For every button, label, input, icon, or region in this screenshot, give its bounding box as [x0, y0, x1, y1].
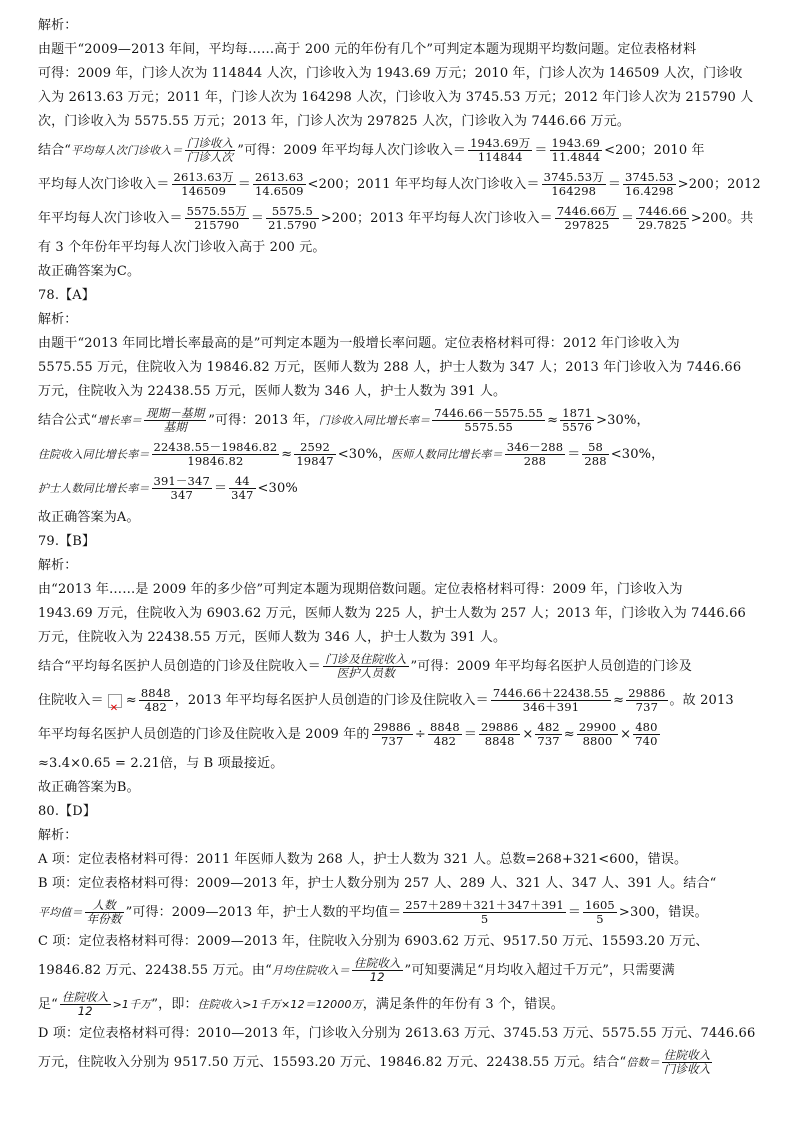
numerator: 2613.63 — [254, 170, 304, 184]
denominator: 11.4844 — [551, 150, 601, 164]
fraction — [582, 441, 608, 468]
denominator: 288 — [584, 454, 607, 468]
denominator: 164298 — [551, 184, 597, 198]
denominator: 8848 — [484, 734, 515, 748]
numerator: 1871 — [562, 406, 593, 420]
formula-label: 倍数＝ — [626, 1056, 660, 1069]
text-line: 可得：2009 年，门诊人次为 114844 人次，门诊收入为 1943.69 万元；2010 年，门诊人次为 146509 人次，门诊收 — [38, 66, 743, 81]
text: 19846.82 万元、22438.55 万元。由“ — [38, 963, 272, 978]
question-number: 79.【B】 — [38, 534, 96, 549]
fraction — [468, 137, 532, 164]
denominator: 114844 — [477, 150, 523, 164]
denominator: 482 — [144, 700, 167, 714]
text: ”可得：2013 年， — [208, 413, 319, 428]
numerator: 住院收入 — [353, 956, 401, 970]
formula-line — [38, 684, 758, 718]
numerator: 7446.66＋22438.55 — [492, 686, 610, 700]
formula-line — [38, 650, 758, 684]
formula-line — [38, 954, 758, 988]
denominator: 288 — [523, 454, 547, 468]
formula-label: 医师人数同比增长率＝ — [391, 448, 503, 461]
numerator: 2613.63万 — [173, 170, 234, 184]
text: ≈ — [613, 693, 625, 708]
numerator: 5575.55万 — [186, 204, 247, 218]
numerator: 3745.53 — [625, 170, 674, 184]
denominator: 297825 — [564, 218, 610, 232]
text: ＝ — [250, 211, 265, 226]
fraction — [432, 407, 545, 434]
formula-line — [38, 896, 758, 930]
fraction — [60, 991, 111, 1018]
text: <30% — [257, 481, 298, 496]
text-line: 解析： — [38, 558, 78, 573]
text-line: 解析： — [38, 828, 78, 843]
formula-label: 门诊收入同比增长率＝ — [318, 414, 431, 427]
fraction — [229, 475, 255, 502]
denominator: 门诊人次 — [186, 150, 234, 164]
text-line: 5575.55 万元，住院收入为 19846.82 万元，医师人数为 288 人，护士人数为 347 人；2013 年门诊收入为 7446.66 — [38, 360, 742, 375]
text: 足“ — [38, 997, 58, 1012]
text: >300，错误。 — [618, 905, 708, 920]
denominator: 346＋391 — [522, 700, 580, 714]
text: ＝ — [607, 177, 622, 192]
fraction — [535, 721, 561, 748]
numerator: 391－347 — [153, 474, 210, 488]
numerator: 人数 — [85, 899, 124, 913]
numerator: 44 — [229, 475, 255, 489]
denominator: 737 — [635, 700, 659, 714]
numerator: 1943.69 — [551, 136, 601, 150]
formula-line — [38, 404, 758, 438]
text: 结合“平均每名医护人员创造的门诊及住院收入＝ — [38, 659, 321, 674]
text: ≈ — [547, 413, 559, 428]
text-line: 万元，住院收入为 22438.55 万元，医师人数为 346 人，护士人数为 391 人。 — [38, 384, 507, 399]
text: ≈ — [125, 693, 137, 708]
denominator: 12 — [369, 970, 385, 984]
fraction — [479, 721, 520, 748]
numerator: 1605 — [585, 898, 615, 912]
question-number: 78.【A】 — [38, 288, 95, 303]
formula-line — [38, 472, 758, 506]
text: ＝ — [213, 481, 228, 496]
text: 住院收入＝ — [38, 693, 104, 708]
text-line: 有 3 个年份年平均每人次门诊收入高于 200 元。 — [38, 240, 326, 255]
formula-label: 住院收入>1千万×12＝12000万 — [197, 998, 363, 1011]
formula-line — [38, 1046, 758, 1080]
numerator: 7446.66 — [638, 204, 687, 218]
text-line: B 项：定位表格材料可得：2009—2013 年，护士人数分别为 257 人、289 人、321 人、347 人、391 人。结合“ — [38, 876, 717, 891]
text: >200；2012 — [677, 177, 761, 192]
fraction — [139, 687, 173, 714]
text: ＝ — [534, 143, 548, 158]
text-line: 1943.69 万元，住院收入为 6903.62 万元，医师人数为 225 人，护士人数为 257 人；2013 年，门诊收入为 7446.66 — [38, 606, 746, 621]
answer-line: 故正确答案为C。 — [38, 264, 141, 279]
numerator: 480 — [635, 720, 658, 734]
text-line: ≈3.4×0.65 = 2.21倍，与 B 项最接近。 — [38, 756, 284, 771]
denominator: 医护人员数 — [336, 666, 395, 680]
text: ”，即： — [151, 997, 198, 1012]
formula-label: 护士人数同比增长率＝ — [38, 482, 150, 495]
numerator: 住院收入 — [61, 990, 109, 1004]
denominator: 21.5790 — [268, 218, 317, 232]
fraction — [662, 1049, 713, 1076]
numerator: 3745.53万 — [543, 170, 604, 184]
text: ”可得：2009—2013 年，护士人数的平均值＝ — [125, 905, 402, 920]
fraction — [185, 205, 249, 232]
denominator: 基期 — [163, 420, 187, 434]
denominator: 16.4298 — [625, 184, 674, 198]
text: <30%， — [610, 447, 665, 462]
formula-line — [38, 718, 758, 752]
text: ＝ — [237, 177, 251, 192]
formula-line — [38, 988, 758, 1022]
text: ≈ — [281, 447, 293, 462]
text: ”可得：2009 年平均每名医护人员创造的门诊及 — [410, 659, 692, 674]
fraction — [323, 653, 409, 680]
fraction — [185, 137, 236, 164]
text-line: 解析： — [38, 18, 78, 33]
text: ＝ — [567, 905, 582, 920]
text: 。故 2013 — [669, 693, 734, 708]
denominator: 146509 — [181, 184, 227, 198]
text-line: 次，门诊收入为 5575.55 万元；2013 年，门诊人次为 297825 人次，门诊收入为 7446.66 万元。 — [38, 114, 631, 129]
denominator: 5 — [596, 912, 604, 926]
fraction — [491, 687, 611, 714]
denominator: 740 — [635, 734, 658, 748]
text: ”可知要满足“月均收入超过千万元”，只需要满 — [404, 963, 675, 978]
fraction — [253, 171, 306, 198]
text: 平均每人次门诊收入＝ — [38, 177, 170, 192]
fraction — [555, 205, 619, 232]
denominator: 19847 — [296, 454, 334, 468]
text: <200；2011 年平均每人次门诊收入＝ — [307, 177, 540, 192]
fraction — [85, 899, 124, 926]
text-line: 由题干“2013 年同比增长率最高的是”可判定本题为一般增长率问题。定位表格材料可得：2012 年门诊收入为 — [38, 336, 680, 351]
denominator: 737 — [537, 734, 560, 748]
text: 结合公式“ — [38, 413, 98, 428]
formula-line — [38, 438, 758, 472]
text: ，满足条件的年份有 3 个，错误。 — [362, 997, 564, 1012]
text: ，2013 年平均每名医护人员创造的门诊及住院收入＝ — [174, 693, 489, 708]
text: >30%， — [596, 413, 650, 428]
fraction — [266, 205, 319, 232]
fraction — [403, 899, 566, 926]
numerator: 29900 — [578, 720, 617, 734]
broken-image-icon — [108, 694, 122, 708]
numerator: 29886 — [373, 720, 411, 734]
text: 年平均每名医护人员创造的门诊及住院收入是 2009 年的 — [38, 727, 370, 742]
text: 结合“ — [38, 143, 72, 158]
numerator: 58 — [582, 441, 608, 455]
text: <30%， — [337, 447, 392, 462]
document-page — [38, 14, 761, 1080]
fraction — [577, 721, 618, 748]
text-line: 解析： — [38, 312, 78, 327]
formula-label: 平均每人次门诊收入＝ — [71, 144, 183, 157]
text: ÷ — [414, 727, 426, 742]
formula-line — [38, 202, 758, 236]
formula-label: 月均住院收入＝ — [271, 964, 350, 977]
fraction — [172, 171, 236, 198]
numerator: 22438.55－19846.82 — [153, 440, 278, 454]
numerator: 346－288 — [506, 440, 564, 454]
numerator: 门诊收入 — [186, 136, 234, 150]
numerator: 257＋289＋321＋347＋391 — [405, 898, 564, 912]
fraction — [152, 475, 212, 502]
text: × — [522, 727, 534, 742]
text: × — [620, 727, 632, 742]
text-line: D 项：定位表格材料可得：2010—2013 年，门诊收入分别为 2613.63 万元、3745.53 万元、5575.55 万元、7446.66 — [38, 1026, 756, 1041]
fraction — [428, 721, 462, 748]
denominator: 12 — [77, 1004, 93, 1018]
denominator: 215790 — [194, 218, 240, 232]
text-line: 由题干“2009—2013 年间，平均每……高于 200 元的年份有几个”可判定本题为现期平均数问题。定位表格材料 — [38, 42, 697, 57]
denominator: 347 — [170, 488, 193, 502]
text: ＝ — [463, 727, 477, 742]
text-line: C 项：定位表格材料可得：2009—2013 年，住院收入分别为 6903.62 万元、9517.50 万元、15593.20 万元、 — [38, 934, 709, 949]
denominator: 482 — [433, 734, 457, 748]
denominator: 14.6509 — [254, 184, 304, 198]
denominator: 5575.55 — [464, 420, 514, 434]
numerator: 8848 — [140, 686, 171, 700]
numerator: 2592 — [294, 441, 335, 455]
fraction — [623, 171, 676, 198]
denominator: 29.7825 — [638, 218, 687, 232]
numerator: 5575.5 — [266, 205, 319, 219]
text-line: 万元，住院收入为 22438.55 万元，医师人数为 346 人，护士人数为 391 人。 — [38, 630, 507, 645]
numerator: 29886 — [480, 720, 519, 734]
formula-label: >1千万 — [112, 998, 152, 1011]
fraction — [352, 957, 403, 984]
denominator: 347 — [231, 488, 254, 502]
fraction — [144, 407, 206, 434]
text-line: A 项：定位表格材料可得：2011 年医师人数为 268 人，护士人数为 321 人。总数=268+321<600，错误。 — [38, 852, 688, 867]
formula-line — [38, 134, 758, 168]
answer-line: 故正确答案为B。 — [38, 780, 140, 795]
formula-label: 住院收入同比增长率＝ — [38, 448, 150, 461]
fraction — [294, 441, 335, 468]
fraction — [560, 407, 594, 434]
text: ＝ — [567, 447, 581, 462]
numerator: 29886 — [628, 686, 666, 700]
text: 年平均每人次门诊收入＝ — [38, 211, 183, 226]
text-line: 由“2013 年……是 2009 年的多少倍”可判定本题为现期倍数问题。定位表格材料可得：2009 年，门诊收入为 — [38, 582, 683, 597]
denominator: 19846.82 — [187, 454, 244, 468]
numerator: 现期－基期 — [146, 406, 205, 420]
numerator: 1943.69万 — [470, 136, 531, 150]
numerator: 住院收入 — [663, 1048, 711, 1062]
fraction — [505, 441, 565, 468]
numerator: 门诊及住院收入 — [324, 652, 407, 666]
denominator: 5576 — [562, 420, 593, 434]
fraction — [542, 171, 606, 198]
fraction — [550, 137, 603, 164]
text: ≈ — [563, 727, 575, 742]
text: ＝ — [621, 211, 635, 226]
denominator: 8800 — [582, 734, 613, 748]
text: 万元，住院收入分别为 9517.50 万元、15593.20 万元、19846.82 万元、22438.55 万元。结合“ — [38, 1055, 627, 1070]
text: ”可得：2009 年平均每人次门诊收入＝ — [237, 143, 467, 158]
formula-line — [38, 168, 761, 202]
text-line: 入为 2613.63 万元；2011 年，门诊人次为 164298 人次，门诊收入为 3745.53 万元；2012 年门诊人次为 215790 人 — [38, 90, 754, 105]
question-number: 80.【D】 — [38, 804, 96, 819]
fraction — [152, 441, 280, 468]
text: >200；2013 年平均每人次门诊收入＝ — [320, 211, 553, 226]
denominator: 年份数 — [86, 912, 122, 926]
fraction — [583, 899, 617, 926]
numerator: 7446.66万 — [556, 204, 618, 218]
text: <200；2010 年 — [604, 143, 705, 158]
numerator: 482 — [537, 720, 560, 734]
fraction — [626, 687, 667, 714]
text: >200。共 — [690, 211, 754, 226]
answer-line: 故正确答案为A。 — [38, 510, 140, 525]
denominator: 5 — [480, 912, 489, 926]
numerator: 7446.66－5575.55 — [434, 406, 544, 420]
numerator: 8848 — [429, 720, 460, 734]
formula-label: 增长率＝ — [97, 414, 143, 427]
fraction — [633, 721, 659, 748]
fraction — [372, 721, 413, 748]
denominator: 737 — [381, 734, 404, 748]
formula-label: 平均值＝ — [38, 906, 83, 919]
fraction — [636, 205, 689, 232]
denominator: 门诊收入 — [663, 1062, 711, 1076]
